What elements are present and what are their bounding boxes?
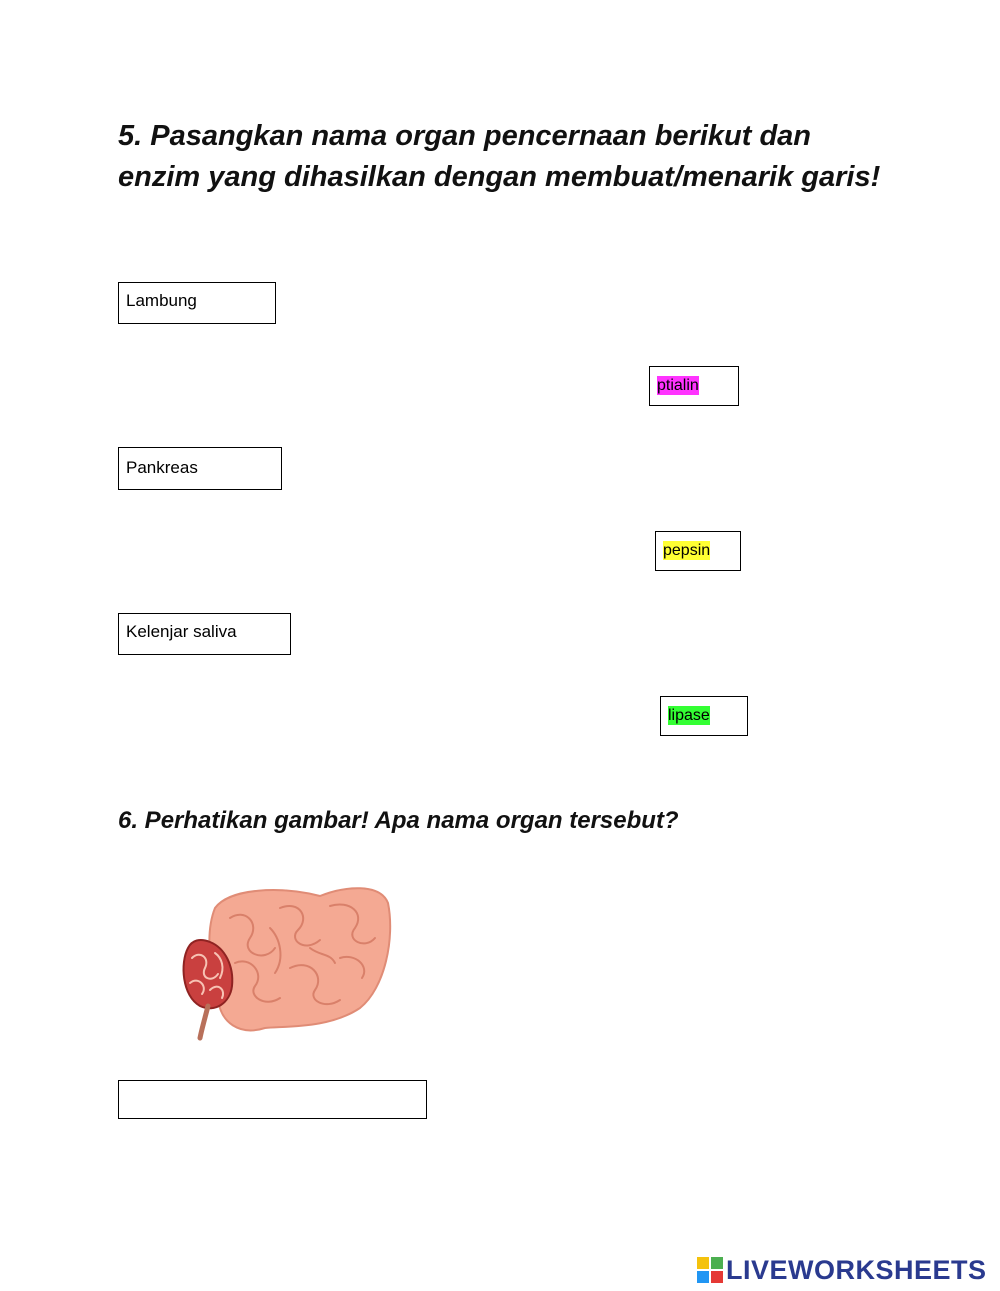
question-6-title: 6. Perhatikan gambar! Apa nama organ tersebut? [118,807,679,834]
enzyme-label: ptialin [657,377,699,394]
organ-box-pankreas[interactable] [118,447,282,490]
organ-label: Lambung [126,291,197,310]
liveworksheets-logo [697,1254,987,1286]
organ-label: Pankreas [126,458,198,477]
organ-label: Kelenjar saliva [126,622,237,641]
enzyme-label: lipase [668,707,710,724]
enzyme-box-pepsin[interactable] [655,531,741,571]
enzyme-label: pepsin [663,542,711,559]
enzyme-box-ptialin[interactable] [649,366,739,406]
liveworksheets-logo-icon [697,1257,723,1283]
logo-text: LIVEWORKSHEETS [726,1254,987,1285]
answer-input-box[interactable] [118,1080,427,1119]
question-5-title: 5. Pasangkan nama organ pencernaan berikut dan enzim yang dihasilkan dengan membuat/menarik garis! [118,120,881,193]
intestine-illustration [170,878,410,1048]
organ-box-kelenjar-saliva[interactable] [118,613,291,655]
enzyme-box-lipase[interactable] [660,696,748,736]
organ-box-lambung[interactable] [118,282,276,324]
